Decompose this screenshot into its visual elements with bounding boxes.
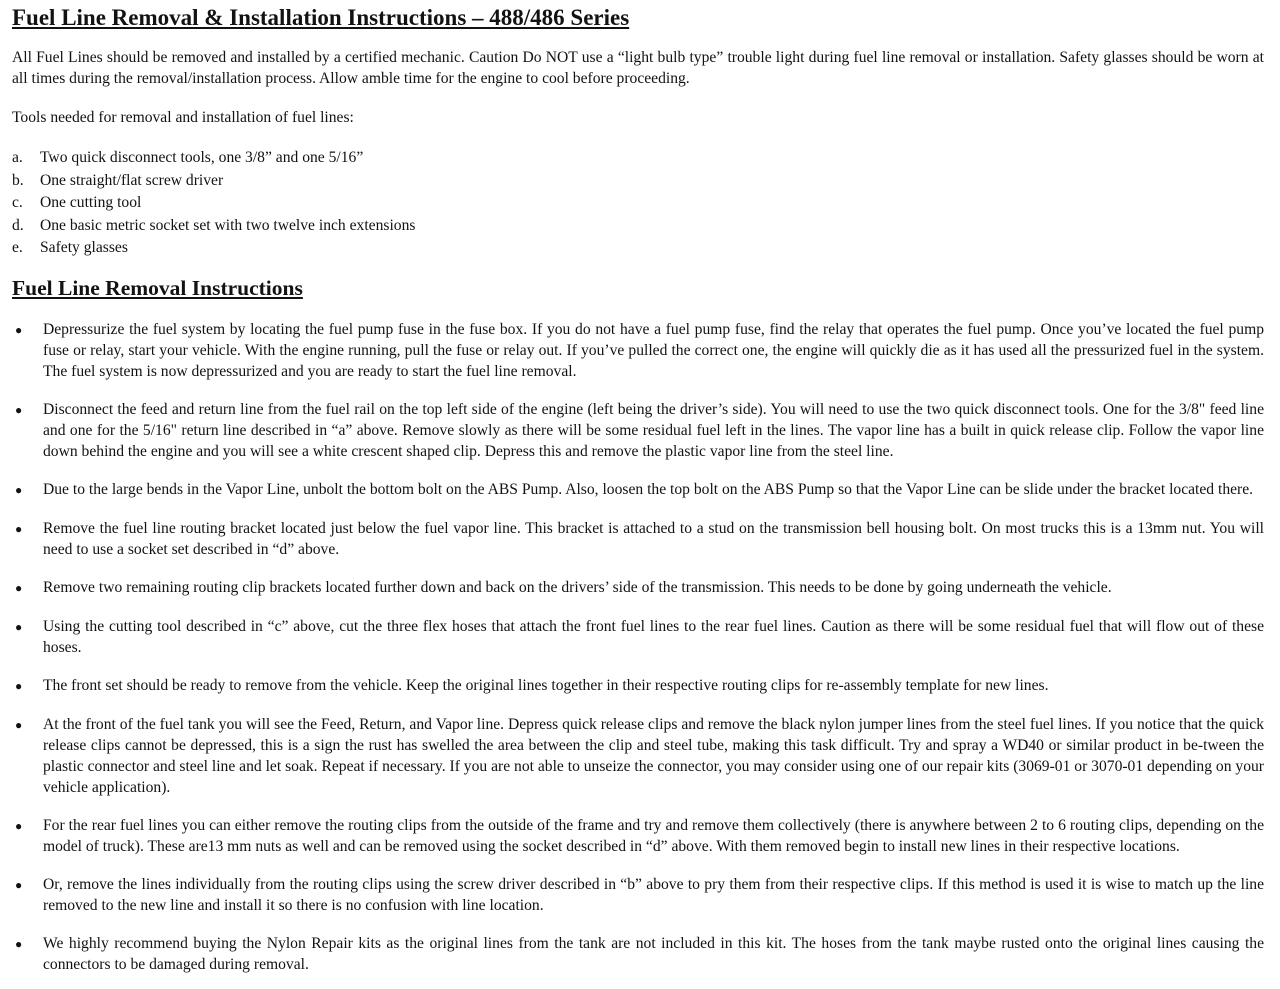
list-item [12,933,1264,975]
bullet-icon: ● [15,402,23,417]
list-item-text: Safety glasses [40,239,128,257]
bullet-icon: ● [15,521,23,536]
intro-paragraph: All Fuel Lines should be removed and installed by a certified mechanic. Caution Do NOT use a “light bulb type” trouble light during fuel line removal or installation. Safety glasses should be worn at all times during the removal/installation process. Allow amble time for the engine to cool before proceeding. [12,49,1264,88]
bullet-icon: ● [15,619,23,634]
bullet-icon: ● [15,818,23,833]
list-marker: e. [12,239,23,257]
list-item [12,399,1264,462]
tools-list [12,147,1264,260]
step-text: Or, remove the lines individually from the routing clips using the screw driver described in “b” above to pry them from their respective clips. If this method is used it is wise to match up the line removed to the new line and install it so there is no confusion with line location. [43,875,1264,914]
list-item [12,518,1264,560]
section-heading: Fuel Line Removal Instructions [12,276,303,301]
list-item [12,616,1264,658]
list-item-text: One straight/flat screw driver [40,171,224,189]
list-item [12,577,1264,599]
step-text: Remove two remaining routing clip brackets located further down and back on the drivers’ side of the transmission. This needs to be done by going underneath the vehicle. [43,578,1112,596]
step-text: At the front of the fuel tank you will see the Feed, Return, and Vapor line. Depress quick release clips and remove the black nylon jumper lines from the steel fuel lines. If you notice that the quick release clips cannot be depressed, this is a sign the rust has swelled the area between the clip and steel tube, making this task difficult. Try and spray a WD40 or similar product in be-tween the plastic connector and steel line and let soak. Repeat if necessary. If you are not able to unseize the connector, you may consider using one of our repair kits (3069-01 or 3070-01 depending on your vehicle application). [43,715,1264,796]
list-item [12,319,1264,382]
list-item [12,675,1264,697]
document-title: Fuel Line Removal & Installation Instructions – 488/486 Series [12,5,630,30]
list-item [12,479,1264,501]
list-item [12,237,1264,260]
list-item [12,192,1264,215]
list-item-text: One basic metric socket set with two twelve inch extensions [40,216,416,234]
list-marker: a. [12,149,23,167]
tools-intro-line: Tools needed for removal and installation of fuel lines: [12,109,354,127]
steps-list [12,319,1264,975]
list-item [12,215,1264,238]
list-item [12,147,1264,170]
list-marker: d. [12,216,24,234]
list-marker: b. [12,171,24,189]
step-text: The front set should be ready to remove from the vehicle. Keep the original lines together in their respective routing clips for re-assembly template for new lines. [43,676,1049,694]
list-item [12,874,1264,916]
step-text: For the rear fuel lines you can either remove the routing clips from the outside of the frame and try and remove them collectively (there is anywhere between 2 to 6 routing clips, depending on the model of truck). These are13 mm nuts as well and can be removed using the socket described in “d” above. With them removed begin to install new lines in their respective locations. [43,816,1264,855]
bullet-icon: ● [15,482,23,497]
bullet-icon: ● [15,877,23,892]
bullet-icon: ● [15,936,23,951]
bullet-icon: ● [15,322,23,337]
list-item [12,815,1264,857]
bullet-icon: ● [15,580,23,595]
list-item-text: Two quick disconnect tools, one 3/8” and one 5/16” [40,149,364,167]
step-text: Due to the large bends in the Vapor Line, unbolt the bottom bolt on the ABS Pump. Also, loosen the top bolt on the ABS Pump so that the Vapor Line can be slide under the bracket located there. [43,480,1254,498]
list-marker: c. [12,194,23,212]
step-text: Using the cutting tool described in “c” above, cut the three flex hoses that attach the front fuel lines to the rear fuel lines. Caution as there will be some residual fuel that will flow out of these hoses. [43,617,1264,656]
list-item [12,714,1264,798]
step-text: Remove the fuel line routing bracket located just below the fuel vapor line. This bracket is attached to a stud on the transmission bell housing bolt. On most trucks this is a 13mm nut. You will need to use a socket set described in “d” above. [43,519,1264,558]
list-item-text: One cutting tool [40,194,142,212]
step-text: We highly recommend buying the Nylon Repair kits as the original lines from the tank are not included in this kit. The hoses from the tank maybe rusted onto the original lines causing the connectors to be damaged during removal. [43,934,1264,973]
bullet-icon: ● [15,717,23,732]
step-text: Depressurize the fuel system by locating the fuel pump fuse in the fuse box. If you do not have a fuel pump fuse, find the relay that operates the fuel pump. Once you’ve located the fuel pump fuse or relay, start your vehicle. With the engine running, pull the fuse or relay out. If you’ve pulled the correct one, the engine will quickly die as it has used all the pressurized fuel in the system. The fuel system is now depressurized and you are ready to start the fuel line removal. [43,320,1264,380]
bullet-icon: ● [15,678,23,693]
step-text: Disconnect the feed and return line from the fuel rail on the top left side of the engine (left being the driver’s side). You will need to use the two quick disconnect tools. One for the 3/8" feed line and one for the 5/16" return line described in “a” above. Remove slowly as there will be some residual fuel left in the lines. The vapor line has a built in quick release clip. Follow the vapor line down behind the engine and you will see a white crescent shaped clip. Depress this and remove the plastic vapor line from the steel line. [43,400,1264,460]
list-item [12,170,1264,193]
